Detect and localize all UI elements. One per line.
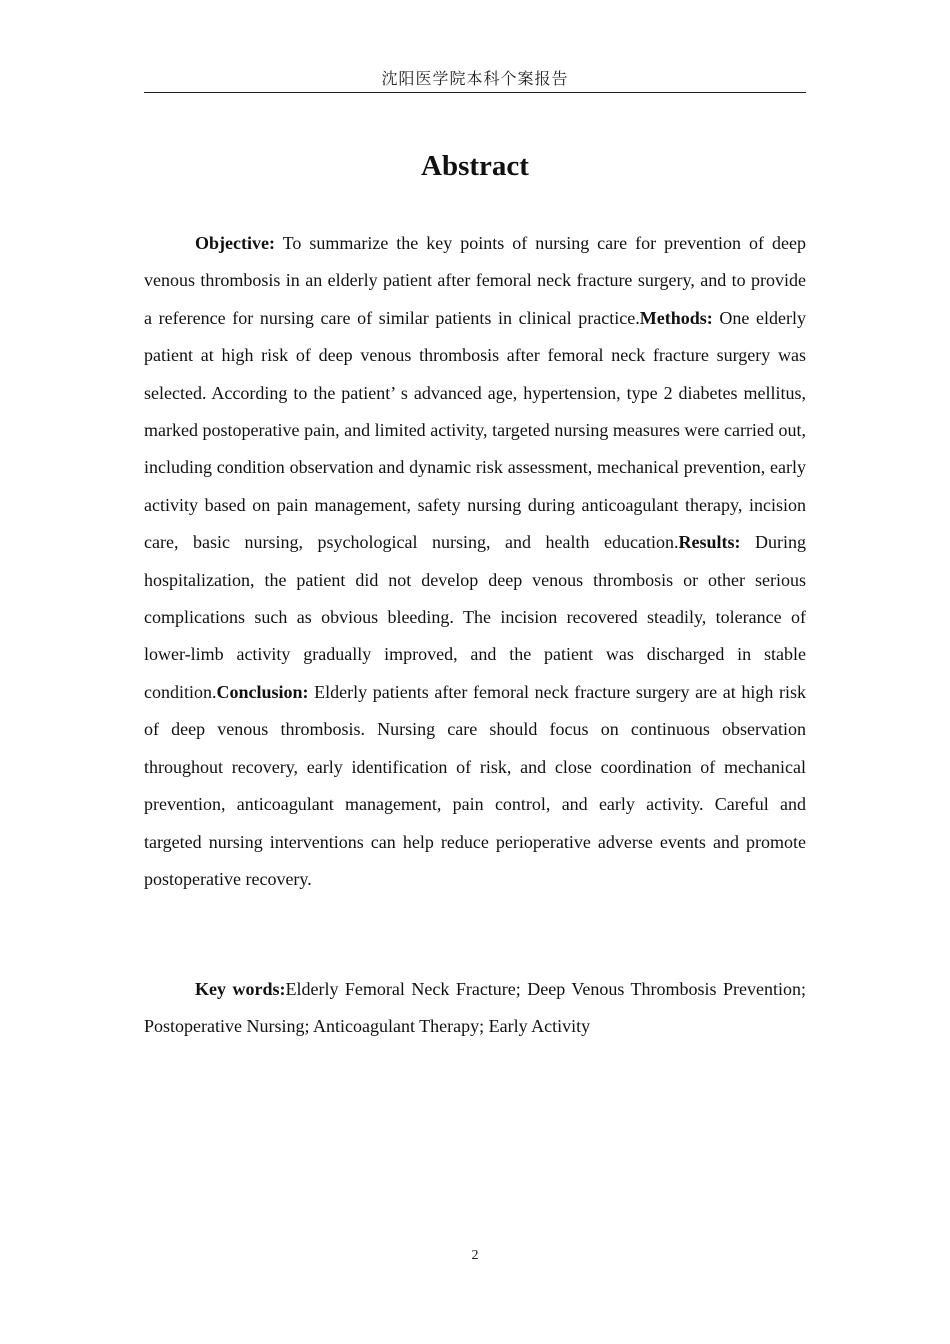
abstract-title: Abstract xyxy=(421,150,529,182)
keywords-text: Elderly Femoral Neck Fracture; Deep Venous Thrombosis Prevention; Postoperative Nursing; Anticoagulant Therapy; Early Activity xyxy=(144,979,806,1037)
conclusion-text: Elderly patients after femoral neck fracture surgery are at high risk of deep venous thrombosis. Nursing care should focus on continuous observation throughout recovery, early identification of risk, and close coordination of mechanical prevention, anticoagulant management, pain control, and early activity. Careful and targeted nursing interventions can help reduce perioperative adverse events and promote postoperative recovery. xyxy=(144,681,806,889)
page-header: 沈阳医学院本科个案报告 xyxy=(144,66,806,93)
keywords-label: Key words: xyxy=(195,979,286,999)
methods-text: One elderly patient at high risk of deep venous thrombosis after femoral neck fracture surgery was selected. According to the patient’ s advanced age, hypertension, type 2 diabetes mellitus, marked postoperative pain, and limited activity, targeted nursing measures were carried out, including condition observation and dynamic risk assessment, mechanical prevention, early activity based on pain management, safety nursing during anticoagulant therapy, incision care, basic nursing, psychological nursing, and health education. xyxy=(144,307,806,553)
keywords-paragraph xyxy=(144,971,806,1046)
conclusion-label: Conclusion: xyxy=(216,681,309,702)
objective-text: To summarize the key points of nursing care for prevention of deep venous thrombosis in an elderly patient after femoral neck fracture surgery, and to provide a reference for nursing care of similar patients in clinical practice. xyxy=(144,233,806,328)
page-number: 2 xyxy=(471,1248,479,1263)
methods-label: Methods: xyxy=(639,307,713,328)
results-text: During hospitalization, the patient did not develop deep venous thrombosis or other serious complications such as obvious bleeding. The incision recovered steadily, tolerance of lower-limb activity gradually improved, and the patient was discharged in stable condition. xyxy=(144,532,806,702)
objective-label: Objective: xyxy=(195,233,275,253)
results-label: Results: xyxy=(678,532,741,553)
abstract-body xyxy=(144,225,806,898)
